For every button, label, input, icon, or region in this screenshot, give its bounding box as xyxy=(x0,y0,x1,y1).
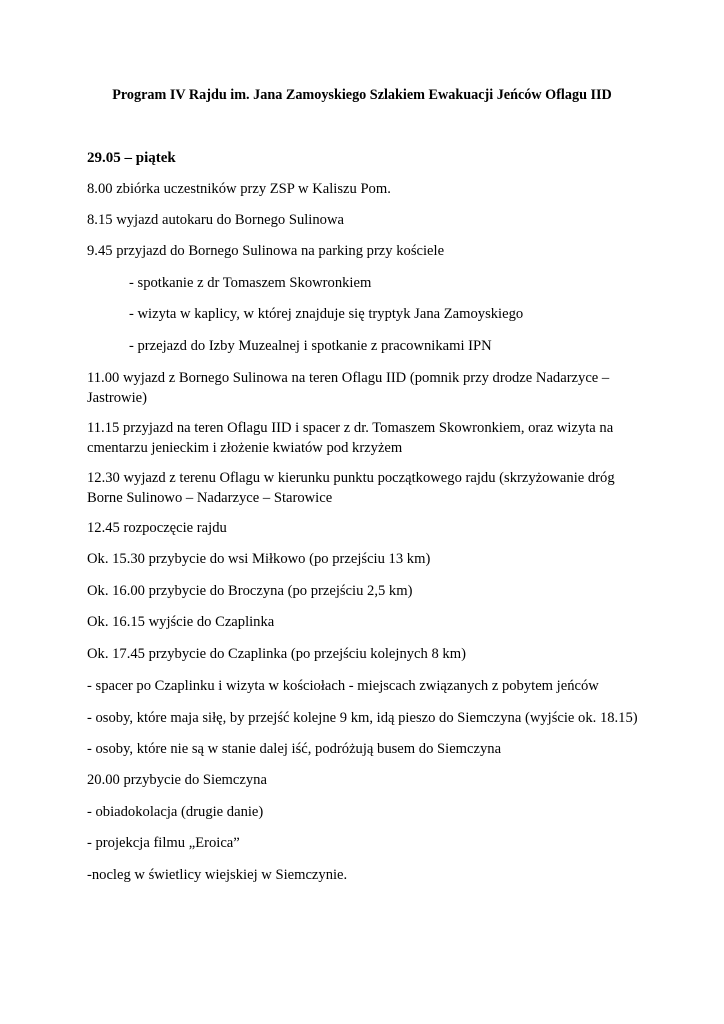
schedule-item: Ok. 16.00 przybycie do Broczyna (po przejściu 2,5 km) xyxy=(87,583,413,599)
document-title: Program IV Rajdu im. Jana Zamoyskiego Szlakiem Ewakuacji Jeńców Oflagu IID xyxy=(112,87,612,103)
schedule-subitem: - przejazd do Izby Muzealnej i spotkanie z pracownikami IPN xyxy=(129,338,492,354)
schedule-item: - spacer po Czaplinku i wizyta w kościołach - miejscach związanych z pobytem jeńców xyxy=(87,678,599,694)
schedule-item: Ok. 16.15 wyjście do Czaplinka xyxy=(87,614,275,630)
schedule-item: - projekcja filmu „Eroica” xyxy=(87,835,240,851)
schedule-item: 8.15 wyjazd autokaru do Bornego Sulinowa xyxy=(87,212,344,228)
schedule-item: -nocleg w świetlicy wiejskiej w Siemczynie. xyxy=(87,867,348,883)
schedule-item: 9.45 przyjazd do Bornego Sulinowa na parking przy kościele xyxy=(87,243,445,259)
schedule-item: - osoby, które nie są w stanie dalej iść, podróżują busem do Siemczyna xyxy=(87,741,502,757)
schedule-item: 12.30 wyjazd z terenu Oflagu w kierunku punktu początkowego rajdu (skrzyżowanie dróg Borne Sulinowo – Nadarzyce – Starowice xyxy=(87,470,615,506)
schedule-subitem: - wizyta w kaplicy, w której znajduje się tryptyk Jana Zamoyskiego xyxy=(129,306,524,322)
schedule-item: 8.00 zbiórka uczestników przy ZSP w Kaliszu Pom. xyxy=(87,181,391,197)
schedule-item: - osoby, które maja siłę, by przejść kolejne 9 km, idą pieszo do Siemczyna (wyjście ok. 18.15) xyxy=(87,710,638,726)
schedule-item: Ok. 17.45 przybycie do Czaplinka (po przejściu kolejnych 8 km) xyxy=(87,646,466,662)
schedule-item: 11.00 wyjazd z Bornego Sulinowa na teren Oflagu IID (pomnik przy drodze Nadarzyce – Jastrowie) xyxy=(87,370,610,406)
schedule-item: 11.15 przyjazd na teren Oflagu IID i spacer z dr. Tomaszem Skowronkiem, oraz wizyta na cmentarzu jenieckim i złożenie kwiatów pod krzyżem xyxy=(87,420,614,456)
schedule-item: Ok. 15.30 przybycie do wsi Miłkowo (po przejściu 13 km) xyxy=(87,551,431,567)
day-heading: 29.05 – piątek xyxy=(87,150,176,166)
schedule-item: - obiadokolacja (drugie danie) xyxy=(87,804,264,820)
schedule-item: 20.00 przybycie do Siemczyna xyxy=(87,772,267,788)
schedule-item: 12.45 rozpoczęcie rajdu xyxy=(87,520,227,536)
schedule-subitem: - spotkanie z dr Tomaszem Skowronkiem xyxy=(129,275,372,291)
